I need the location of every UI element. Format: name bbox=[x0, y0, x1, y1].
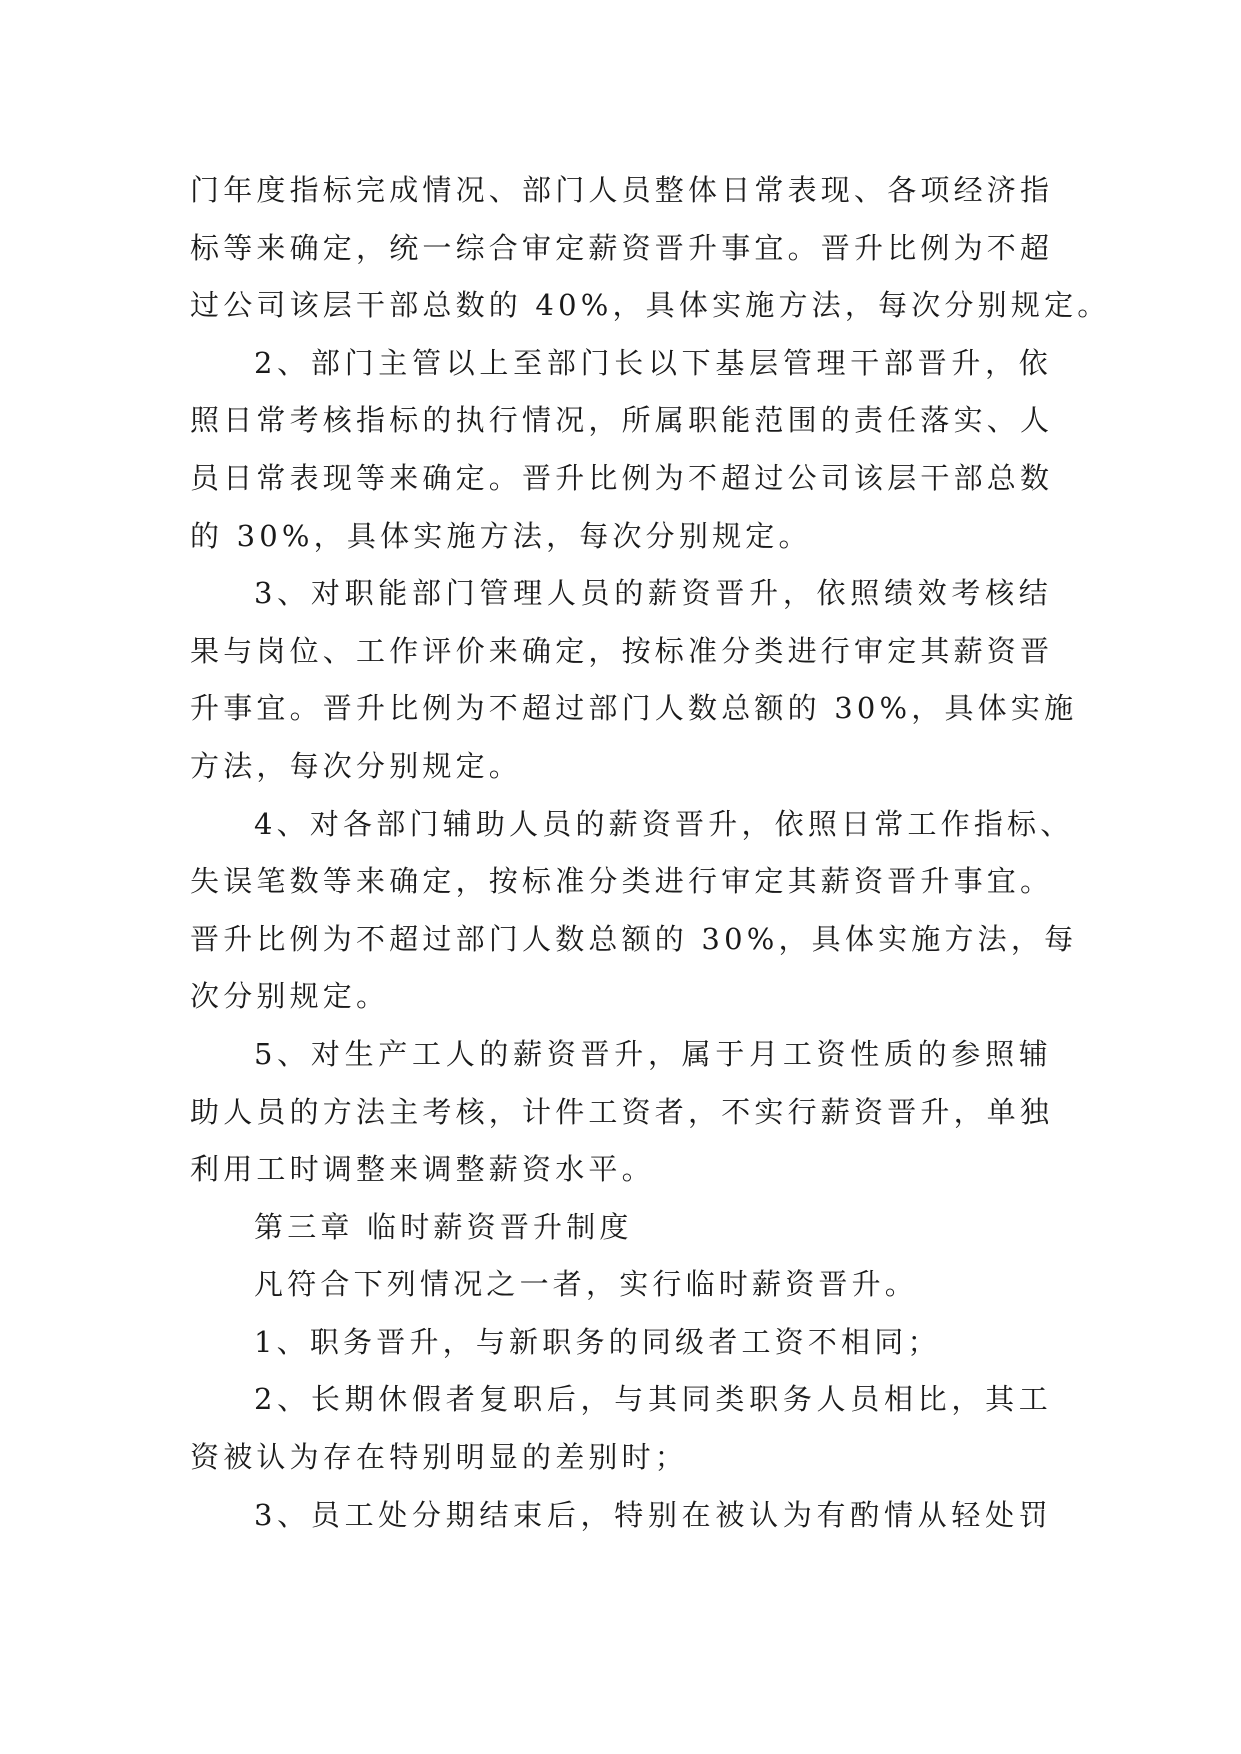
text-line: 2、部门主管以上至部门长以下基层管理干部晋升，依 bbox=[254, 345, 1052, 380]
document-body bbox=[190, 162, 1111, 1544]
text-line: 3、员工处分期结束后，特别在被认为有酌情从轻处罚 bbox=[254, 1497, 1052, 1532]
text-line: 助人员的方法主考核，计件工资者，不实行薪资晋升，单独 bbox=[190, 1094, 1054, 1129]
text-line: 员日常表现等来确定。晋升比例为不超过公司该层干部总数 bbox=[190, 460, 1054, 495]
text-line: 失误笔数等来确定，按标准分类进行审定其薪资晋升事宜。 bbox=[190, 864, 1054, 899]
chapter-heading: 第三章 临时薪资晋升制度 bbox=[254, 1209, 633, 1244]
text-line: 的 30%，具体实施方法，每次分别规定。 bbox=[190, 518, 812, 553]
text-line: 3、对职能部门管理人员的薪资晋升，依照绩效考核结 bbox=[254, 576, 1052, 611]
text-line: 资被认为存在特别明显的差别时； bbox=[190, 1440, 689, 1475]
text-line: 晋升比例为不超过部门人数总额的 30%，具体实施方法，每 bbox=[190, 921, 1078, 956]
text-line: 4、对各部门辅助人员的薪资晋升，依照日常工作指标、 bbox=[254, 806, 1074, 841]
text-line: 方法，每次分别规定。 bbox=[190, 748, 523, 783]
text-line: 门年度指标完成情况、部门人员整体日常表现、各项经济指 bbox=[190, 173, 1054, 207]
text-line: 照日常考核指标的执行情况，所属职能范围的责任落实、人 bbox=[190, 403, 1054, 438]
text-line: 标等来确定，统一综合审定薪资晋升事宜。晋升比例为不超 bbox=[190, 230, 1054, 265]
text-line: 5、对生产工人的薪资晋升，属于月工资性质的参照辅 bbox=[254, 1036, 1052, 1071]
text-line: 过公司该层干部总数的 40%，具体实施方法，每次分别规定。 bbox=[190, 288, 1111, 323]
text-line: 次分别规定。 bbox=[190, 979, 390, 1014]
text-line: 升事宜。晋升比例为不超过部门人数总额的 30%，具体实施 bbox=[190, 691, 1078, 726]
text-line: 凡符合下列情况之一者，实行临时薪资晋升。 bbox=[254, 1267, 919, 1302]
text-line: 利用工时调整来调整薪资水平。 bbox=[190, 1152, 655, 1187]
text-line: 果与岗位、工作评价来确定，按标准分类进行审定其薪资晋 bbox=[190, 633, 1054, 668]
text-line: 2、长期休假者复职后，与其同类职务人员相比，其工 bbox=[254, 1382, 1052, 1417]
text-line: 1、职务晋升，与新职务的同级者工资不相同； bbox=[254, 1324, 941, 1359]
